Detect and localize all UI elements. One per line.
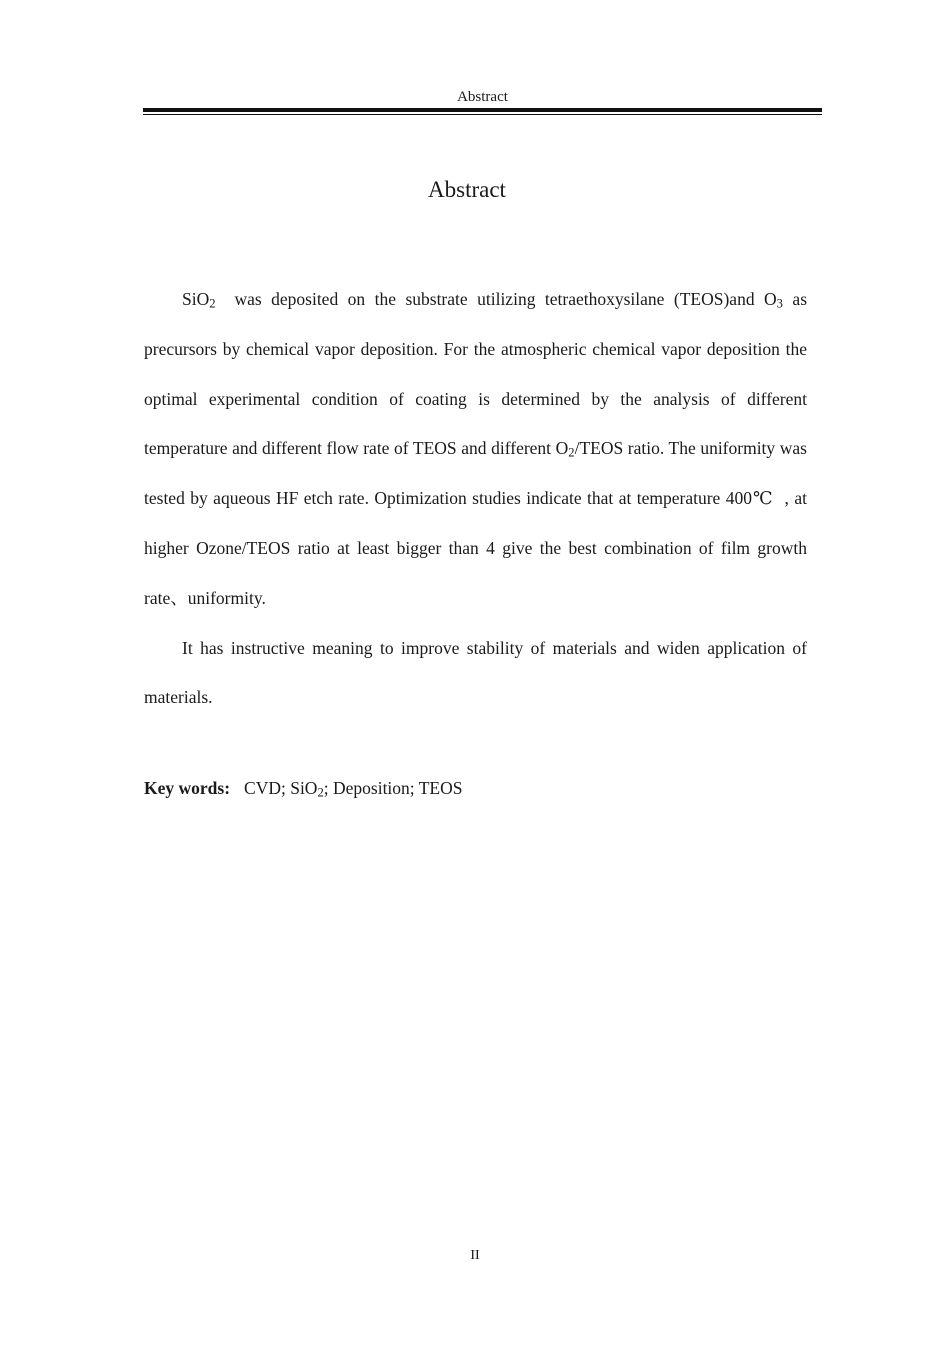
text-span: as precursors by chemical vapor deposition. For the atmospheric chemical vapor deposition the optimal experimental condition of coating is determined by the analysis of different temperature and different flow rate of TEOS and different O [144,289,808,459]
header-rule-thin [143,114,822,115]
abstract-paragraph-2: It has instructive meaning to improve stability of materials and widen application of materials. [144,637,807,708]
subscript: 2 [209,296,216,311]
header-rule-thick [143,108,822,112]
keywords-label: Key words: [144,778,231,798]
running-header: Abstract [457,89,508,105]
subscript: 2 [317,785,324,800]
text-span: /TEOS ratio. The uniformity was tested by aqueous HF etch rate. Optimization studies indicate that at temperature 400℃ , at higher Ozone/TEOS ratio at least bigger than 4 give the best combination of film growth rate、uniformity. [144,438,807,608]
abstract-paragraph-1 [144,275,807,624]
page-number: II [470,1248,480,1263]
subscript: 2 [568,445,575,460]
keywords-line [144,774,462,802]
text-span: SiO [182,289,210,309]
text-span: was deposited on the substrate utilizing tetraethoxysilane (TEOS)and O [215,289,777,309]
subscript: 3 [776,296,783,311]
keywords-text: CVD; SiO [244,778,318,798]
keywords-text: ; Deposition; TEOS [323,778,463,798]
abstract-body [144,275,807,723]
page-title: Abstract [428,177,506,202]
